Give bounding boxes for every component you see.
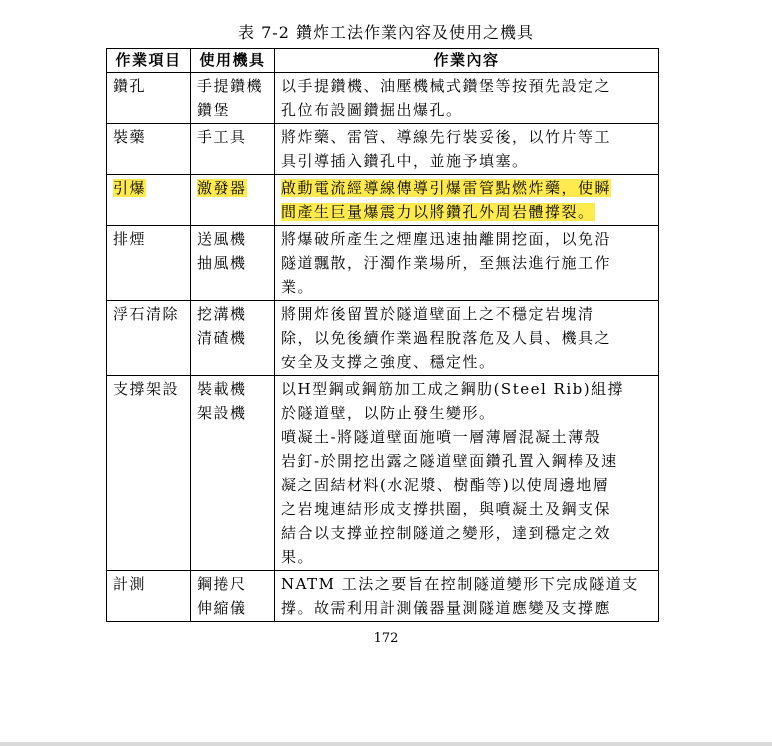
cell-content — [275, 226, 659, 301]
cell-tools — [191, 226, 275, 301]
cell-content — [275, 124, 659, 175]
tool-name: 裝載機 — [197, 380, 247, 398]
content-line: 隧道飄散，汙濁作業場所，至無法進行施工作 — [281, 254, 612, 272]
table-row — [107, 376, 659, 571]
cell-content — [275, 571, 659, 622]
header-content: 作業內容 — [275, 49, 659, 73]
cell-tools — [191, 571, 275, 622]
tool-name: 抽風機 — [197, 254, 247, 272]
item-label: 計測 — [113, 575, 147, 593]
content-line: 具引導插入鑽孔中，並施予填塞。 — [281, 152, 529, 170]
table-body — [107, 73, 659, 622]
table-row — [107, 571, 659, 622]
content-line: 業。 — [281, 278, 315, 296]
content-line: 以H型鋼或鋼筋加工成之鋼肋(Steel Rib)組撐 — [281, 380, 625, 398]
cell-item — [107, 226, 191, 301]
content-line: 結合以支撐並控制隧道之變形，達到穩定之效 — [281, 524, 612, 542]
item-label: 鑽孔 — [113, 77, 147, 95]
cell-tools — [191, 301, 275, 376]
content-line: 啟動電流經導線傳導引爆雷管點燃炸藥，使瞬 — [281, 179, 612, 197]
content-line: 之岩塊連結形成支撐拱圈，與噴凝土及鋼支保 — [281, 500, 612, 518]
header-tools: 使用機具 — [191, 49, 275, 73]
item-label: 引爆 — [113, 179, 147, 197]
tool-name: 激發器 — [197, 179, 247, 197]
table-row — [107, 301, 659, 376]
content-line: 噴凝土-將隧道壁面施噴一層薄層混凝土薄殼 — [281, 428, 602, 446]
table-row — [107, 124, 659, 175]
table-row — [107, 175, 659, 226]
content-line: 果。 — [281, 548, 315, 566]
cell-content — [275, 301, 659, 376]
cell-content — [275, 376, 659, 571]
content-line: 於隧道壁，以防止發生變形。 — [281, 404, 496, 422]
content-line: 孔位布設圖鑽掘出爆孔。 — [281, 101, 463, 119]
page-number: 172 — [373, 631, 399, 646]
item-label: 裝藥 — [113, 128, 147, 146]
tool-name: 挖溝機 — [197, 305, 247, 323]
tool-name: 手工具 — [197, 128, 247, 146]
work-table — [106, 48, 659, 622]
tool-name: 伸縮儀 — [197, 599, 247, 617]
cell-item — [107, 376, 191, 571]
content-line: 岩釘-於開挖出露之隧道壁面鑽孔置入鋼棒及速 — [281, 452, 618, 470]
cell-tools — [191, 124, 275, 175]
table-row — [107, 73, 659, 124]
content-line: 以手提鑽機、油壓機械式鑽堡等按預先設定之 — [281, 77, 612, 95]
cell-content — [275, 73, 659, 124]
content-line: NATM 工法之要旨在控制隧道變形下完成隧道支 — [281, 575, 639, 593]
cell-item — [107, 301, 191, 376]
tool-name: 清碴機 — [197, 329, 247, 347]
content-line: 將炸藥、雷管、導線先行裝妥後，以竹片等工 — [281, 128, 612, 146]
table-caption: 表 7-2 鑽炸工法作業內容及使用之機具 — [238, 23, 534, 42]
content-line: 除，以免後續作業過程脫落危及人員、機具之 — [281, 329, 612, 347]
cell-tools — [191, 376, 275, 571]
header-item: 作業項目 — [107, 49, 191, 73]
cell-tools — [191, 73, 275, 124]
tool-name: 鋼捲尺 — [197, 575, 247, 593]
tool-name: 架設機 — [197, 404, 247, 422]
item-label: 浮石清除 — [113, 305, 180, 323]
content-line: 凝之固結材料(水泥漿、樹酯等)以使周邊地層 — [281, 476, 610, 494]
cell-item — [107, 175, 191, 226]
table-row — [107, 226, 659, 301]
content-line: 撐。故需利用計測儀器量測隧道應變及支撐應 — [281, 599, 612, 617]
table-header-row — [107, 49, 659, 73]
cell-item — [107, 73, 191, 124]
cell-content — [275, 175, 659, 226]
cell-tools — [191, 175, 275, 226]
item-label: 排煙 — [113, 230, 147, 248]
content-line: 間產生巨量爆震力以將鑽孔外周岩體撐裂。 — [281, 203, 595, 221]
cell-item — [107, 124, 191, 175]
tool-name: 送風機 — [197, 230, 247, 248]
tool-name: 鑽堡 — [197, 101, 231, 119]
content-line: 將開炸後留置於隧道壁面上之不穩定岩塊清 — [281, 305, 595, 323]
tool-name: 手提鑽機 — [197, 77, 264, 95]
page-edge — [0, 742, 772, 746]
item-label: 支撐架設 — [113, 380, 180, 398]
cell-item — [107, 571, 191, 622]
content-line: 安全及支撐之強度、穩定性。 — [281, 353, 496, 371]
content-line: 將爆破所產生之煙塵迅速抽離開挖面，以免沿 — [281, 230, 612, 248]
